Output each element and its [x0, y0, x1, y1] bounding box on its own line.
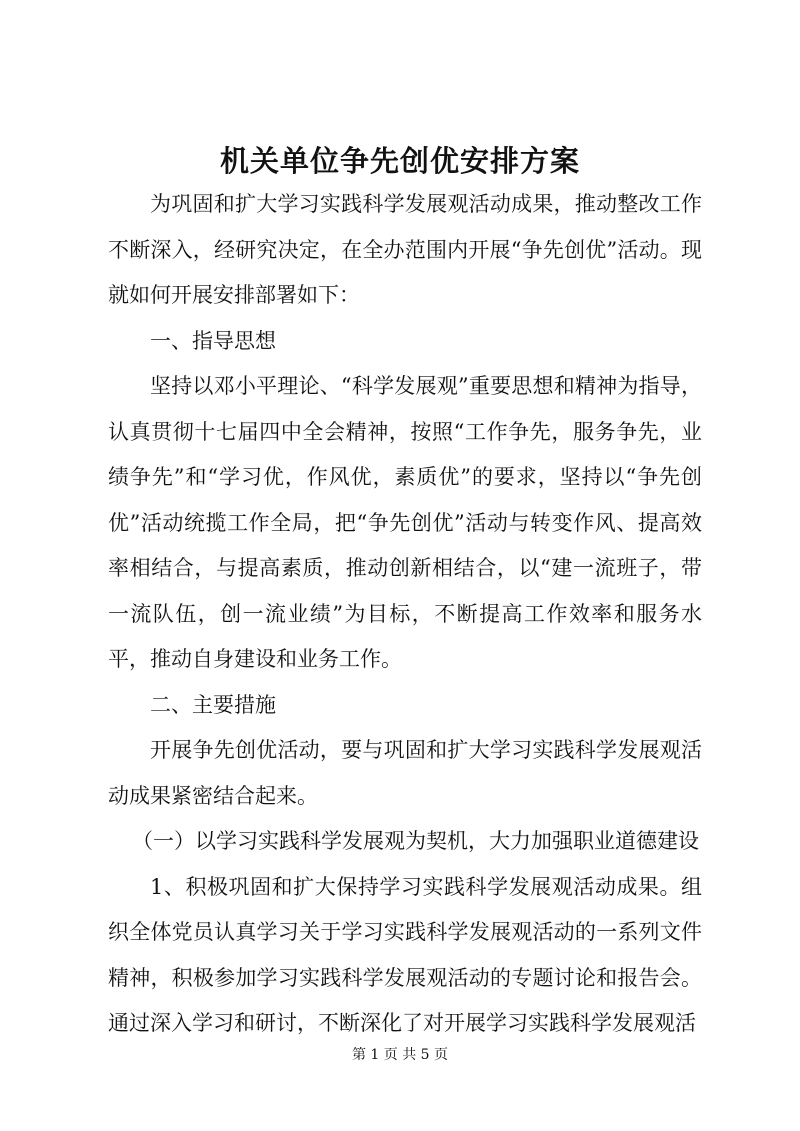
document-title: 机关单位争先创优安排方案	[219, 144, 580, 178]
main-measures-paragraph: 开展争先创优活动，要与巩固和扩大学习实践科学发展观活动成果紧密结合起来。	[108, 738, 702, 808]
page-footer: 第 1 页 共 5 页	[351, 1047, 449, 1063]
section-heading-guiding-ideology: 一、指导思想	[150, 328, 276, 353]
document-body	[108, 182, 702, 1047]
guiding-ideology-paragraph: 坚持以邓小平理论、“科学发展观”重要思想和精神为指导，认真贯彻十七届四中全会精神，按照“工作争先，服务争先，业绩争先”和“学习优，作风优，素质优”的要求，坚持以“争先创优”活动统揽工作全局，把“争先创优”活动与转变作风、提高效率相结合，与提高素质，推动创新相结合，以“建一流班子，带一流队伍，创一流业绩”为目标，不断提高工作效率和服务水平，推动自身建设和业务工作。	[108, 374, 702, 671]
section-heading-main-measures: 二、主要措施	[150, 692, 276, 717]
subsection-heading-1: （一）以学习实践科学发展观为契机，大力加强职业道德建设	[132, 829, 699, 853]
item-1-paragraph: 1、积极巩固和扩大保持学习实践科学发展观活动成果。组织全体党员认真学习关于学习实践科学发展观活动的一系列文件精神，积极参加学习实践科学发展观活动的专题讨论和报告会。通过深入学习和研讨，不断深化了对开展学习实践科学发展观活	[108, 874, 702, 1035]
intro-paragraph: 为巩固和扩大学习实践科学发展观活动成果，推动整改工作不断深入，经研究决定，在全办范围内开展“争先创优”活动。现就如何开展安排部署如下：	[108, 192, 702, 307]
